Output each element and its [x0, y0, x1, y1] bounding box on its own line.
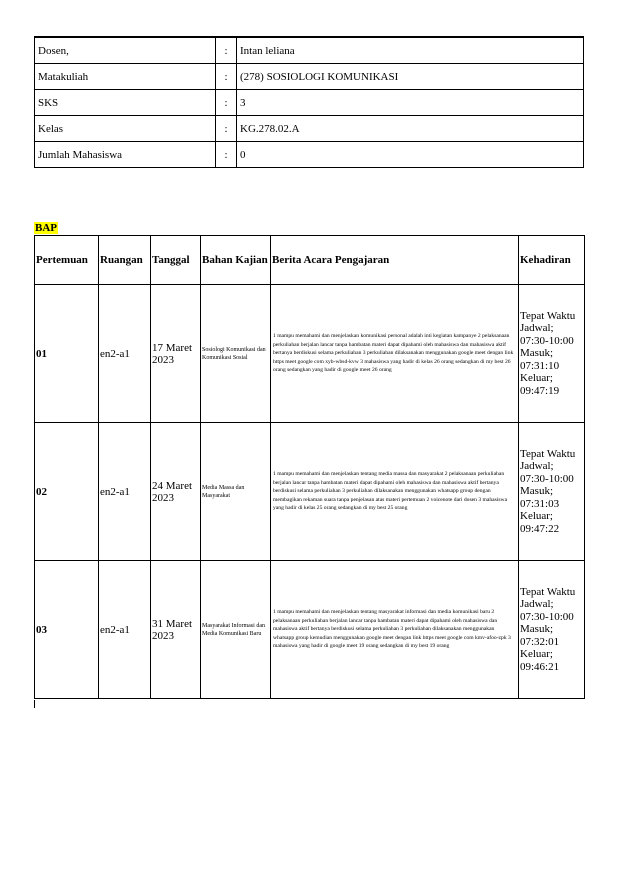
info-value: (278) SOSIOLOGI KOMUNIKASI: [237, 63, 584, 89]
cell-pertemuan: 02: [35, 423, 99, 561]
info-value: KG.278.02.A: [237, 115, 584, 141]
bap-section-label: BAP: [35, 222, 57, 234]
cell-kehadiran: Tepat Waktu Jadwal; 07:30-10:00 Masuk; 07:32:01 Keluar; 09:46:21: [519, 561, 585, 699]
bap-header-row: [35, 236, 585, 285]
cell-berita-acara: 1 mampu memahami dan menjelaskan komunikasi personal adalah inti kegiatan kampanye 2 pelaksanaan perkuliahan berjalan lancar tanpa hambatan materi dapat dipahami oleh mahasiswa dan mahasiswa aktif bertanya berdiskusi selama perkuliahan 3 perkuliahan dilaksanakan menggunakan google meet dengan link https meet google com xyb-wbsd-kvw 3 mahasiswa yang hadir di kelas 26 orang sedangkan di my best 26 orang sedangkan yang hadir di google meet 26 orang: [271, 285, 519, 423]
header-berita-acara: Berita Acara Pengajaran: [271, 236, 519, 285]
info-row-matakuliah: [35, 63, 584, 89]
cell-pertemuan: 03: [35, 561, 99, 699]
cell-ruangan: en2-a1: [99, 285, 151, 423]
header-pertemuan: Pertemuan: [35, 236, 99, 285]
cell-ruangan: en2-a1: [99, 561, 151, 699]
header-kehadiran: Kehadiran: [519, 236, 585, 285]
info-separator: :: [216, 89, 237, 115]
cell-pertemuan: 01: [35, 285, 99, 423]
header-ruangan: Ruangan: [99, 236, 151, 285]
cell-tanggal: 31 Maret 2023: [151, 561, 201, 699]
header-bahan-kajian: Bahan Kajian: [201, 236, 271, 285]
cell-tanggal: 17 Maret 2023: [151, 285, 201, 423]
table-row: [35, 561, 585, 699]
header-tanggal: Tanggal: [151, 236, 201, 285]
table-continuation-edge: [34, 700, 35, 708]
info-separator: :: [216, 141, 237, 167]
info-row-kelas: [35, 115, 584, 141]
cell-ruangan: en2-a1: [99, 423, 151, 561]
bap-table: [34, 235, 585, 699]
cell-bahan-kajian: Media Massa dan Masyarakat: [201, 423, 271, 561]
info-label: Jumlah Mahasiswa: [35, 141, 216, 167]
info-label: SKS: [35, 89, 216, 115]
cell-tanggal: 24 Maret 2023: [151, 423, 201, 561]
cell-kehadiran: Tepat Waktu Jadwal; 07:30-10:00 Masuk; 07:31:10 Keluar; 09:47:19: [519, 285, 585, 423]
cell-berita-acara: 1 mampu memahami dan menjelaskan tentang masyarakat informasi dan media komunikasi baru 2 pelaksanaan perkuliahan berjalan lancar tanpa hambatan materi dapat dipahami oleh mahasiswa dan mahasiswa aktif bertanya berdiskusi selama perkuliahan 3 perkuliahan dilaksanakan menggunakan whatsapp group kemudian menggunakan google meet dengan link https meet google com kmv-afoo-zpk 3 mahasiswa yang hadir di google meet 19 orang sedangkan di my best 19 orang: [271, 561, 519, 699]
cell-berita-acara: 1 mampu memahami dan menjelaskan tentang media massa dan masyarakat 2 pelaksanaan perkuliahan berjalan lancar tanpa hambatan materi dapat dipahami oleh mahasiswa dan mahasiswa aktif bertanya berdiskusi selama perkuliahan 3 perkuliahan dilaksanakan menggunakan whatsapp group dengan membagikan rekaman suara tanpa penjelasan atas materi pertemuan 2 voicenote dari dosen 3 mahasiswa yang hadir di kelas 25 orang sedangkan di my best 25 orang: [271, 423, 519, 561]
info-value: Intan leliana: [237, 37, 584, 63]
info-label: Kelas: [35, 115, 216, 141]
table-row: [35, 423, 585, 561]
cell-bahan-kajian: Masyarakat Informasi dan Media Komunikasi Baru: [201, 561, 271, 699]
info-row-jumlah-mahasiswa: [35, 141, 584, 167]
info-label: Dosen,: [35, 37, 216, 63]
cell-bahan-kajian: Sosiologi Komunikasi dan Komunikasi Sosial: [201, 285, 271, 423]
info-separator: :: [216, 37, 237, 63]
table-row: [35, 285, 585, 423]
info-row-sks: [35, 89, 584, 115]
info-separator: :: [216, 115, 237, 141]
info-row-dosen: [35, 37, 584, 63]
info-label: Matakuliah: [35, 63, 216, 89]
cell-kehadiran: Tepat Waktu Jadwal; 07:30-10:00 Masuk; 07:31:03 Keluar; 09:47:22: [519, 423, 585, 561]
info-value: 3: [237, 89, 584, 115]
course-info-table: [34, 36, 584, 168]
info-separator: :: [216, 63, 237, 89]
info-value: 0: [237, 141, 584, 167]
